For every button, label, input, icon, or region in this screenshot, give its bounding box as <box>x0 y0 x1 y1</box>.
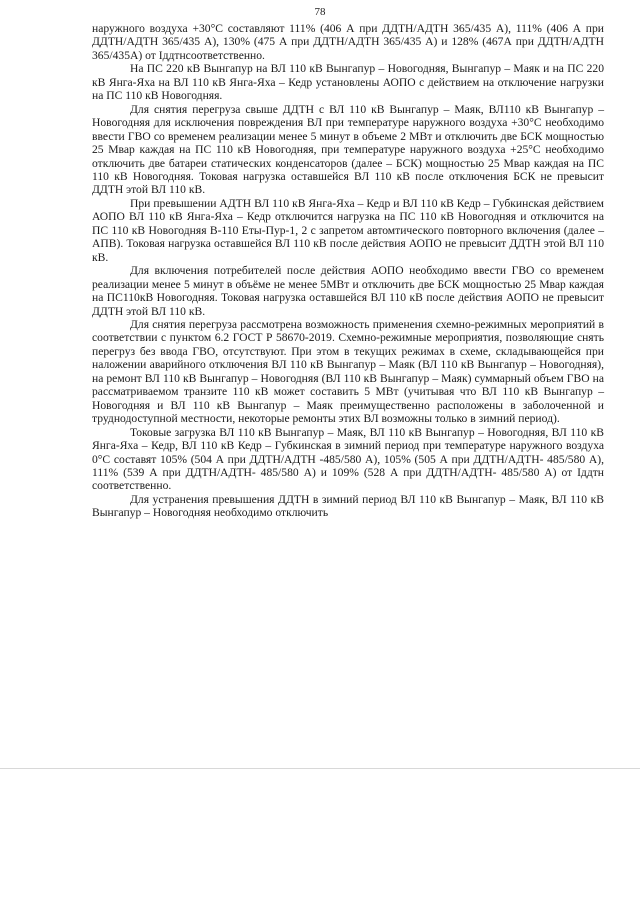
page-body <box>92 22 604 520</box>
paragraph-consumer-reconnect: Для включения потребителей после действия АОПО необходимо ввести ГВО со временем реализации менее 5 минут в объёме не менее 5МВт и отключить две БСК мощностью 25 Мвар каждая на ПС110кВ Новогодняя. Токовая нагрузка оставшейся ВЛ 110 кВ после действия АОПО не превысит ДДТН этой ВЛ 110 кВ. <box>92 264 604 318</box>
paragraph-continuation: наружного воздуха +30°С составляют 111% (406 А при ДДТН/АДТН 365/435 А), 111% (406 А при ДДТН/АДТН 365/435 А), 130% (475 А при ДДТН/АДТН 365/435 А) и 128% (467А при ДДТН/АДТН 365/435А) от Iддтнсоответственно. <box>92 22 604 62</box>
paragraph-aopo-installed: На ПС 220 кВ Вынгапур на ВЛ 110 кВ Вынгапур – Новогодняя, Вынгапур – Маяк и на ПС 220 кВ Янга-Яха на ВЛ 110 кВ Янга-Яха – Кедр установлены АОПО с действием на отключение нагрузки на ПС 110 кВ Новогодняя. <box>92 62 604 103</box>
paragraph-schema-measures: Для снятия перегруза рассмотрена возможность применения схемно-режимных мероприятий в соответствии с пунктом 6.2 ГОСТ Р 58670-2019. Схемно-режимные мероприятия, позволяющие снять перегруз без ввода ГВО, отсутствуют. При этом в текущих режимах в схеме, складывающейся при наложении аварийного отключения ВЛ 110 кВ Вынгапур – Маяк (ВЛ 110 кВ Вынгапур – Новогодняя), на ремонт ВЛ 110 кВ Вынгапур – Новогодняя (ВЛ 110 кВ Вынгапур – Маяк) суммарный объем ГВО на рассматриваемом транзите 110 кВ может составить 5 МВт (учитывая что ВЛ 110 кВ Вынгапур – Новогодняя и ВЛ 110 кВ Вынгапур – Маяк преимущественно расположены в заболоченной и труднодоступной местности, некоторые ремонты этих ВЛ возможны только в зимний период). <box>92 317 604 426</box>
paragraph-winter-loading: Токовые загрузка ВЛ 110 кВ Вынгапур – Маяк, ВЛ 110 кВ Вынгапур – Новогодняя, ВЛ 110 кВ Янга-Яха – Кедр, ВЛ 110 кВ Кедр – Губкинская в зимний период при температуре наружного воздуха 0°С составят 105% (504 А при ДДТН/АДТН -485/580 А), 105% (505 А при ДДТН/АДТН- 485/580 А), 111% (539 А при ДДТН/АДТН- 485/580 А) и 109% (528 А при ДДТН/АДТН- 485/580 А) от Iддтн соответственно. <box>92 425 604 493</box>
paragraph-overload-removal: Для снятия перегруза свыше ДДТН с ВЛ 110 кВ Вынгапур – Маяк, ВЛ110 кВ Вынгапур – Новогодняя для исключения повреждения ВЛ при температуре наружного воздуха +30°С необходимо ввести ГВО со временем реализации менее 5 минут в объеме 2 МВт и отключить две БСК мощностью 25 Мвар каждая на ПС 110 кВ Новогодняя, при температуре наружного воздуха +25°С необходимо отключить две батареи статических конденсаторов (далее – БСК) мощностью 25 Мвар каждая на ПС 110 кВ Новогодняя. Токовая нагрузка оставшейся ВЛ 110 кВ после отключения БСК не превысит ДДТН этой ВЛ 110 кВ. <box>92 102 604 197</box>
blank-area <box>0 769 640 905</box>
paragraph-adtn-exceed: При превышении АДТН ВЛ 110 кВ Янга-Яха – Кедр и ВЛ 110 кВ Кедр – Губкинская действием АОПО ВЛ 110 кВ Янга-Яха – Кедр отключится нагрузка на ПС 110 кВ Новогодняя и отключится на ПС 110 кВ Новогодняя В-110 Еты-Пур-1, 2 с запретом автомтического повторного включения (далее – АПВ). Токовая нагрузка оставшейся ВЛ 110 кВ после действия АОПО не превысит ДДТН этой ВЛ 110 кВ. <box>92 196 604 264</box>
paragraph-winter-elimination: Для устранения превышения ДДТН в зимний период ВЛ 110 кВ Вынгапур – Маяк, ВЛ 110 кВ Вынгапур – Новогодняя необходимо отключить <box>92 492 604 520</box>
page-number: 78 <box>314 6 326 18</box>
